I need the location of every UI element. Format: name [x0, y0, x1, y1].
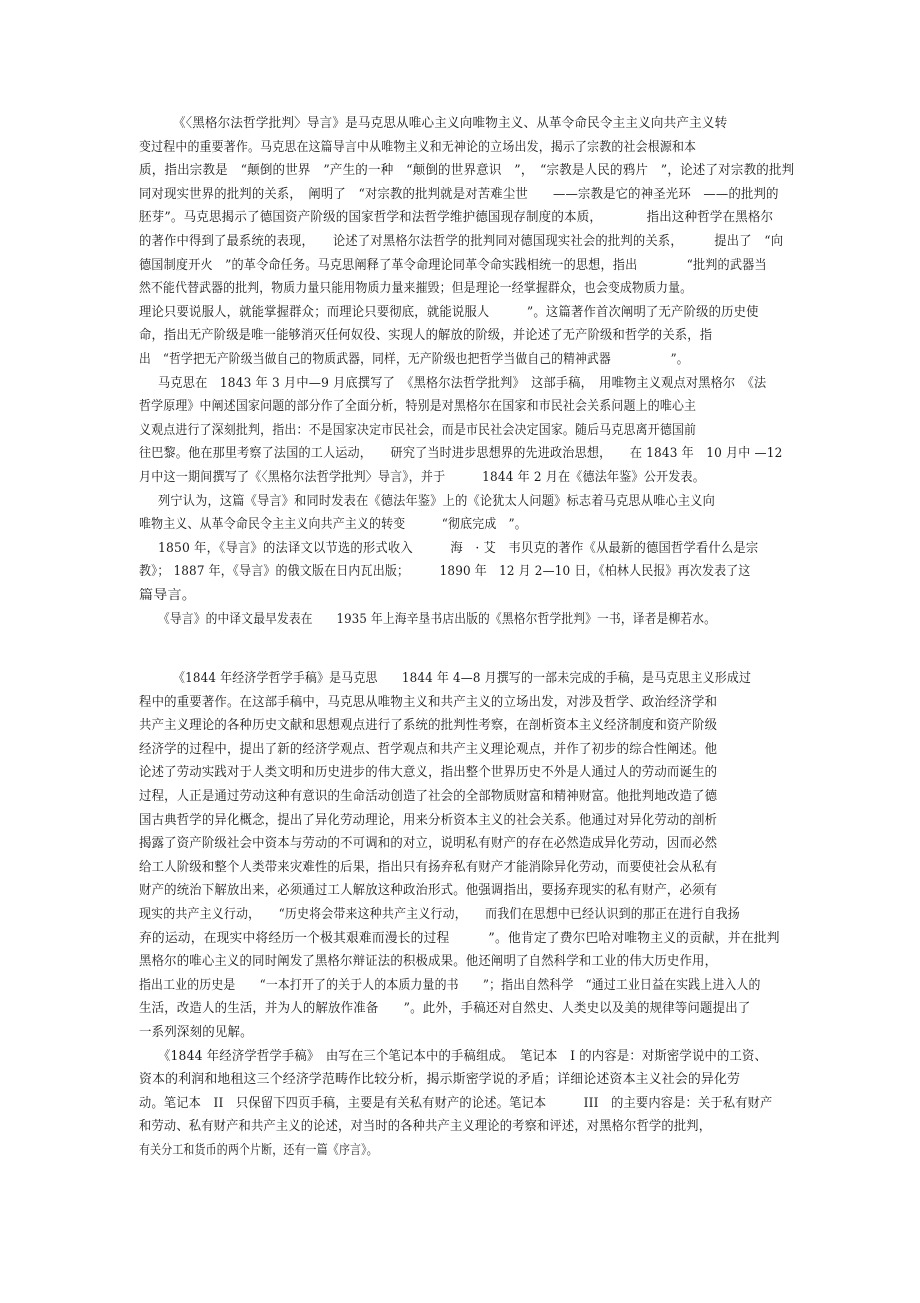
text-line: 论述了劳动实践对于人类文明和历史进步的伟大意义，指出整个世界历史不外是人通过人的劳动而诞生的	[139, 765, 718, 780]
text-line: 哲学原理》中阐述国家问题的部分作了全面分析，特别是对黑格尔在国家和市民社会关系问题上的唯心主	[139, 399, 697, 414]
text-line: 出 “哲学把无产阶级当做自己的物质武器，同样，无产阶级也把哲学当做自己的精神武器 ”。	[139, 352, 689, 367]
text-line: 给工人阶级和整个人类带来灾难性的后果，指出只有扬弃私有财产才能消除异化劳动，而要使社会从私有	[139, 860, 718, 875]
text-line: 揭露了资产阶级社会中资本与劳动的不可调和的对立，说明私有财产的存在必然造成异化劳动，因而必然	[139, 836, 718, 851]
text-line: 质，指出宗教是 “颠倒的世界 ”产生的一种 “颠倒的世界意识 ”， “宗教是人民的鸦片 ”，论述了对宗教的批判	[139, 163, 795, 178]
text-line: 变过程中的重要著作。马克思在这篇导言中从唯物主义和无神论的立场出发，揭示了宗教的社会根源和本	[139, 140, 697, 155]
text-line: 往巴黎。他在那里考察了法国的工人运动， 研究了当时进步思想界的先进政治思想， 在 1843 年 10 月中 —12	[139, 446, 783, 461]
text-line: 动。笔记本 II 只保留下四页手稿，主要是有关私有财产的论述。笔记本 III 的主要内容是：关于私有财产	[139, 1096, 773, 1111]
text-line: 然不能代替武器的批判，物质力量只能用物质力量来摧毁；但是理论一经掌握群众，也会变成物质力量。	[139, 281, 693, 296]
text-line: 列宁认为，这篇《导言》和同时发表在《德法年鉴》上的《论犹太人问题》标志着马克思从唯心主义向	[158, 494, 716, 509]
text-line: 指出工业的历史是 “一本打开了的关于人的本质力量的书 ”；指出自然科学 “通过工业日益在实践上进入人的	[139, 978, 761, 993]
text-line: 同对现实世界的批判的关系， 阐明了 “对宗教的批判就是对苦难尘世 ——宗教是它的神圣光环 ——的批判的	[139, 187, 779, 202]
text-line: 财产的统治下解放出来，必须通过工人解放这种政治形式。他强调指出，要扬弃现实的私有财产，必须有	[139, 883, 718, 898]
text-line: 《导言》的中译文最早发表在 1935 年上海辛垦书店出版的《黑格尔哲学批判》一书，译者是柳若水。	[158, 612, 717, 627]
text-line: 理论只要说服人，就能掌握群众；而理论只要彻底，就能说服人 ”。这篇著作首次阐明了无产阶级的历史使	[139, 305, 759, 320]
text-line: 黑格尔的唯心主义的同时阐发了黑格尔辩证法的积极成果。他还阐明了自然科学和工业的伟大历史作用，	[139, 954, 718, 969]
text-line: 命，指出无产阶级是唯一能够消灭任何奴役、实现人的解放的阶级，并论述了无产阶级和哲学的关系，指	[139, 328, 713, 343]
text-line: 《1844 年经济学哲学手稿》 由写在三个笔记本中的手稿组成。 笔记本 I 的内容是：对斯密学说中的工资、	[158, 1049, 768, 1064]
text-line: 资本的利润和地租这三个经济学范畴作比较分析，揭示斯密学说的矛盾；详细论述资本主义社会的异化劳	[139, 1072, 741, 1087]
text-line: 程中的重要著作。在这部手稿中，马克思从唯物主义和共产主义的立场出发，对涉及哲学、政治经济学和	[139, 695, 718, 710]
text-line: 有关分工和货币的两个片断，还有一篇《序言》。	[139, 1143, 378, 1158]
text-line: 教》； 1887 年，《导言》的俄文版在日内瓦出版； 1890 年 12 月 2—10 日，《柏林人民报》再次发表了这	[139, 564, 751, 579]
text-line: 德国制度开火 ”的革令命任务。马克思阐释了革令命理论同革令命实践相统一的思想，指出 “批判的武器当	[139, 258, 767, 273]
text-line: 一系列深刻的见解。	[139, 1025, 253, 1040]
text-line: 经济学的过程中，提出了新的经济学观点、哲学观点和共产主义理论观点，并作了初步的综合性阐述。他	[139, 742, 718, 757]
text-line: 义观点进行了深刻批判，指出：不是国家决定市民社会，而是市民社会决定国家。随后马克思离开德国前	[139, 423, 697, 438]
text-line: 马克思在 1843 年 3 月中—9 月底撰写了 《黑格尔法哲学批判》 这部手稿， 用唯物主义观点对黑格尔 《法	[158, 376, 767, 391]
text-line: 胚芽”。马克思揭示了德国资产阶级的国家哲学和法哲学维护德国现存制度的本质， 指出这种哲学在黑格尔	[139, 210, 774, 225]
text-line: 的著作中得到了最系统的表现， 论述了对黑格尔法哲学的批判同对德国现实社会的批判的关系， 提出了 “向	[139, 234, 784, 249]
text-line: 《1844 年经济学哲学手稿》是马克思 1844 年 4—8 月撰写的一部未完成的手稿，是马克思主义形成过	[173, 671, 752, 686]
text-line: 月中这一期间撰写了《〈黑格尔法哲学批判〉导言》，并于 1844 年 2 月在《德法年鉴》公开发表。	[139, 470, 705, 485]
text-line: 国古典哲学的异化概念，提出了异化劳动理论，用来分析资本主义的社会关系。他通过对异化劳动的剖析	[139, 813, 718, 828]
text-line: 生活，改造人的生活，并为人的解放作准备 ”。此外，手稿还对自然史、人类史以及美的规律等问题提出了	[139, 1001, 751, 1016]
text-line: 1850 年，《导言》的法译文以节选的形式收入 海 · 艾 韦贝克的著作《从最新的德国哲学看什么是宗	[158, 541, 759, 556]
text-line: 现实的共产主义行动， “历史将会带来这种共产主义行动， 而我们在思想中已经认识到的那正在进行自我扬	[139, 907, 740, 922]
text-line: 共产主义理论的各种历史文献和思想观点进行了系统的批判性考察，在剖析资本主义经济制度和资产阶级	[139, 718, 718, 733]
text-line: 《〈黑格尔法哲学批判〉导言》是马克思从唯心主义向唯物主义、从革令命民令主主义向共产主义转	[173, 116, 728, 131]
text-line: 和劳动、私有财产和共产主义的论述，对当时的各种共产主义理论的考察和评述，对黑格尔哲学的批判，	[139, 1119, 712, 1134]
text-line: 唯物主义、从革令命民令主主义向共产主义的转变 “彻底完成 ”。	[139, 517, 527, 532]
text-line: 篇导言。	[139, 588, 197, 603]
text-line: 过程，人正是通过劳动这种有意识的生命活动创造了社会的全部物质财富和精神财富。他批判地改造了德	[139, 789, 718, 804]
text-line: 弃的运动，在现实中将经历一个极其艰难而漫长的过程 ”。他肯定了费尔巴哈对唯物主义的贡献，并在批判	[139, 931, 780, 946]
